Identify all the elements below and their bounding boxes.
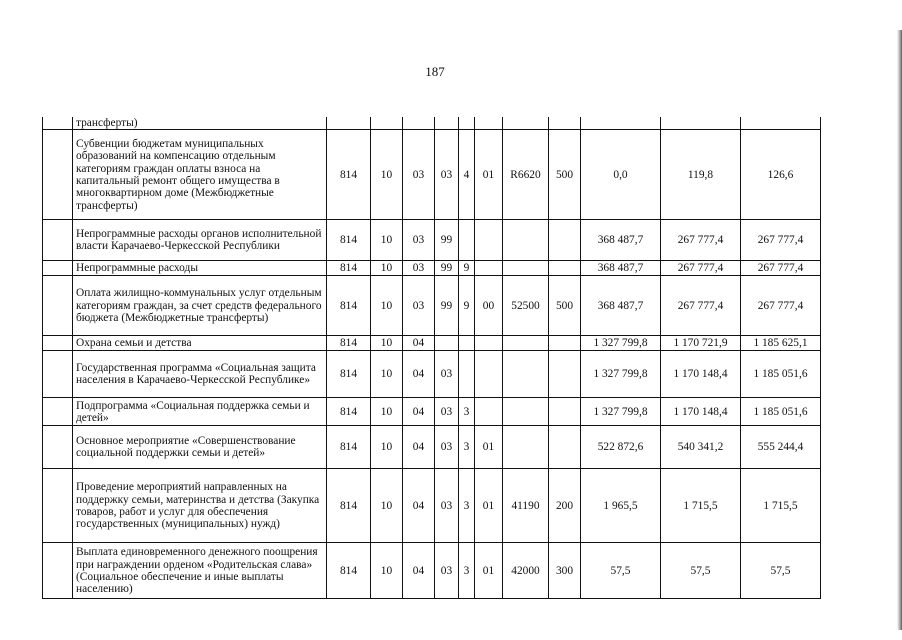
row-value-cell: 04 — [403, 469, 435, 543]
row-name-cell: Оплата жилищно-коммунальных услуг отдельным категориям граждан, за счет средств федерального бюджета (Межбюджетные трансферты) — [73, 276, 327, 336]
row-blank-cell — [43, 130, 73, 220]
row-value-cell — [549, 426, 581, 469]
table-row — [43, 130, 821, 220]
row-name-cell: Выплата единовременного денежного поощрения при награждении орденом «Родительская слава» (Социальное обеспечение и иные выплаты населению) — [73, 543, 327, 599]
row-value-cell: 10 — [371, 351, 403, 398]
row-value-cell: 3 — [459, 398, 475, 426]
row-value-cell: 126,6 — [741, 130, 821, 220]
row-value-cell: 814 — [327, 351, 371, 398]
row-name-cell: Подпрограмма «Социальная поддержка семьи и детей» — [73, 398, 327, 426]
row-value-cell — [475, 117, 503, 130]
row-value-cell: 1 715,5 — [661, 469, 741, 543]
row-blank-cell — [43, 117, 73, 130]
row-value-cell — [475, 336, 503, 351]
row-value-cell: 1 715,5 — [741, 469, 821, 543]
budget-table — [42, 117, 821, 599]
row-value-cell: 814 — [327, 276, 371, 336]
row-value-cell: 500 — [549, 130, 581, 220]
row-blank-cell — [43, 276, 73, 336]
row-value-cell: 9 — [459, 261, 475, 276]
row-value-cell: 814 — [327, 543, 371, 599]
row-value-cell: 99 — [435, 276, 459, 336]
row-value-cell — [435, 336, 459, 351]
row-value-cell: 4 — [459, 130, 475, 220]
row-value-cell: 04 — [403, 426, 435, 469]
row-value-cell: 814 — [327, 130, 371, 220]
row-blank-cell — [43, 351, 73, 398]
row-value-cell: 03 — [403, 261, 435, 276]
row-value-cell: 57,5 — [661, 543, 741, 599]
row-name-cell: Основное мероприятие «Совершенствование социальной поддержки семьи и детей» — [73, 426, 327, 469]
row-value-cell — [549, 351, 581, 398]
row-value-cell: 01 — [475, 130, 503, 220]
row-value-cell — [503, 261, 549, 276]
table-row — [43, 426, 821, 469]
row-value-cell — [549, 117, 581, 130]
table-row — [43, 469, 821, 543]
row-value-cell: 267 777,4 — [661, 220, 741, 261]
row-blank-cell — [43, 543, 73, 599]
row-value-cell: 10 — [371, 469, 403, 543]
row-value-cell: 300 — [549, 543, 581, 599]
row-value-cell — [459, 220, 475, 261]
row-value-cell — [459, 351, 475, 398]
row-value-cell: 368 487,7 — [581, 276, 661, 336]
row-value-cell — [549, 398, 581, 426]
row-value-cell — [661, 117, 741, 130]
row-value-cell: 52500 — [503, 276, 549, 336]
row-value-cell — [503, 351, 549, 398]
row-value-cell: 57,5 — [741, 543, 821, 599]
row-blank-cell — [43, 336, 73, 351]
row-value-cell: 200 — [549, 469, 581, 543]
table-row — [43, 398, 821, 426]
row-value-cell: 3 — [459, 543, 475, 599]
row-value-cell: 0,0 — [581, 130, 661, 220]
table-row — [43, 117, 821, 130]
row-value-cell: 267 777,4 — [741, 276, 821, 336]
row-value-cell: 04 — [403, 351, 435, 398]
row-value-cell: 10 — [371, 336, 403, 351]
row-value-cell: 10 — [371, 130, 403, 220]
row-value-cell: 03 — [435, 543, 459, 599]
table-row — [43, 336, 821, 351]
row-value-cell — [581, 117, 661, 130]
row-value-cell — [475, 351, 503, 398]
row-value-cell: 41190 — [503, 469, 549, 543]
row-value-cell: 814 — [327, 469, 371, 543]
row-value-cell: 1 185 625,1 — [741, 336, 821, 351]
row-value-cell: 9 — [459, 276, 475, 336]
row-value-cell: 01 — [475, 543, 503, 599]
row-value-cell — [475, 261, 503, 276]
row-value-cell: 04 — [403, 398, 435, 426]
row-name-cell: Непрограммные расходы — [73, 261, 327, 276]
row-value-cell: 1 170 721,9 — [661, 336, 741, 351]
row-value-cell: 814 — [327, 220, 371, 261]
row-name-cell: Государственная программа «Социальная защита населения в Карачаево-Черкесской Республике» — [73, 351, 327, 398]
row-value-cell: 03 — [435, 351, 459, 398]
row-value-cell: 03 — [435, 469, 459, 543]
row-value-cell: 01 — [475, 426, 503, 469]
row-value-cell: 01 — [475, 469, 503, 543]
row-value-cell: 03 — [403, 130, 435, 220]
row-value-cell: 03 — [403, 276, 435, 336]
row-value-cell — [435, 117, 459, 130]
row-value-cell: 368 487,7 — [581, 261, 661, 276]
row-value-cell — [549, 220, 581, 261]
row-value-cell — [371, 117, 403, 130]
row-value-cell — [459, 336, 475, 351]
row-value-cell: 10 — [371, 220, 403, 261]
row-value-cell: 99 — [435, 220, 459, 261]
row-value-cell: 03 — [435, 426, 459, 469]
row-value-cell: 814 — [327, 398, 371, 426]
row-value-cell: 267 777,4 — [741, 220, 821, 261]
row-value-cell: 267 777,4 — [661, 276, 741, 336]
row-value-cell — [741, 117, 821, 130]
table-row — [43, 351, 821, 398]
row-value-cell: 1 327 799,8 — [581, 351, 661, 398]
row-value-cell — [503, 220, 549, 261]
row-value-cell — [475, 220, 503, 261]
row-value-cell — [403, 117, 435, 130]
row-value-cell: 42000 — [503, 543, 549, 599]
row-value-cell: 3 — [459, 426, 475, 469]
row-value-cell: 1 965,5 — [581, 469, 661, 543]
row-value-cell: 368 487,7 — [581, 220, 661, 261]
row-value-cell: 267 777,4 — [661, 261, 741, 276]
table-row — [43, 261, 821, 276]
row-value-cell: R6620 — [503, 130, 549, 220]
page-edge-shadow — [897, 30, 902, 630]
row-value-cell: 03 — [435, 130, 459, 220]
row-value-cell: 04 — [403, 543, 435, 599]
row-value-cell: 555 244,4 — [741, 426, 821, 469]
row-blank-cell — [43, 469, 73, 543]
row-blank-cell — [43, 220, 73, 261]
row-name-cell: Проведение мероприятий направленных на поддержку семьи, материнства и детства (Закупка товаров, работ и услуг для обеспечения государственных (муниципальных) нужд) — [73, 469, 327, 543]
row-value-cell — [503, 117, 549, 130]
row-name-cell: Непрограммные расходы органов исполнительной власти Карачаево-Черкесской Республики — [73, 220, 327, 261]
row-value-cell: 1 185 051,6 — [741, 351, 821, 398]
row-value-cell — [549, 336, 581, 351]
row-blank-cell — [43, 398, 73, 426]
row-value-cell — [475, 398, 503, 426]
row-value-cell — [327, 117, 371, 130]
row-name-cell: Субвенции бюджетам муниципальных образований на компенсацию отдельным категориям граждан оплаты взноса на капитальный ремонт общего имущества в многоквартирном доме (Межбюджетные трансферты) — [73, 130, 327, 220]
row-value-cell: 10 — [371, 398, 403, 426]
row-value-cell: 1 170 148,4 — [661, 398, 741, 426]
row-value-cell — [503, 336, 549, 351]
row-value-cell: 3 — [459, 469, 475, 543]
page-number: 187 — [425, 64, 445, 79]
row-value-cell: 540 341,2 — [661, 426, 741, 469]
row-value-cell — [503, 426, 549, 469]
row-value-cell — [503, 398, 549, 426]
row-blank-cell — [43, 426, 73, 469]
table-row — [43, 276, 821, 336]
row-value-cell — [549, 261, 581, 276]
row-value-cell: 814 — [327, 336, 371, 351]
row-value-cell: 04 — [403, 336, 435, 351]
row-value-cell: 522 872,6 — [581, 426, 661, 469]
row-value-cell: 1 185 051,6 — [741, 398, 821, 426]
row-value-cell: 500 — [549, 276, 581, 336]
row-value-cell: 814 — [327, 261, 371, 276]
row-value-cell: 00 — [475, 276, 503, 336]
row-value-cell: 10 — [371, 543, 403, 599]
row-name-cell: трансферты) — [73, 117, 327, 130]
row-value-cell: 03 — [403, 220, 435, 261]
row-value-cell: 10 — [371, 426, 403, 469]
row-blank-cell — [43, 261, 73, 276]
table-row — [43, 220, 821, 261]
row-value-cell: 814 — [327, 426, 371, 469]
row-value-cell: 267 777,4 — [741, 261, 821, 276]
table-row — [43, 543, 821, 599]
row-name-cell: Охрана семьи и детства — [73, 336, 327, 351]
row-value-cell: 57,5 — [581, 543, 661, 599]
row-value-cell: 1 327 799,8 — [581, 398, 661, 426]
row-value-cell: 99 — [435, 261, 459, 276]
row-value-cell: 10 — [371, 261, 403, 276]
row-value-cell: 119,8 — [661, 130, 741, 220]
row-value-cell: 1 170 148,4 — [661, 351, 741, 398]
row-value-cell: 10 — [371, 276, 403, 336]
row-value-cell — [459, 117, 475, 130]
row-value-cell: 03 — [435, 398, 459, 426]
row-value-cell: 1 327 799,8 — [581, 336, 661, 351]
